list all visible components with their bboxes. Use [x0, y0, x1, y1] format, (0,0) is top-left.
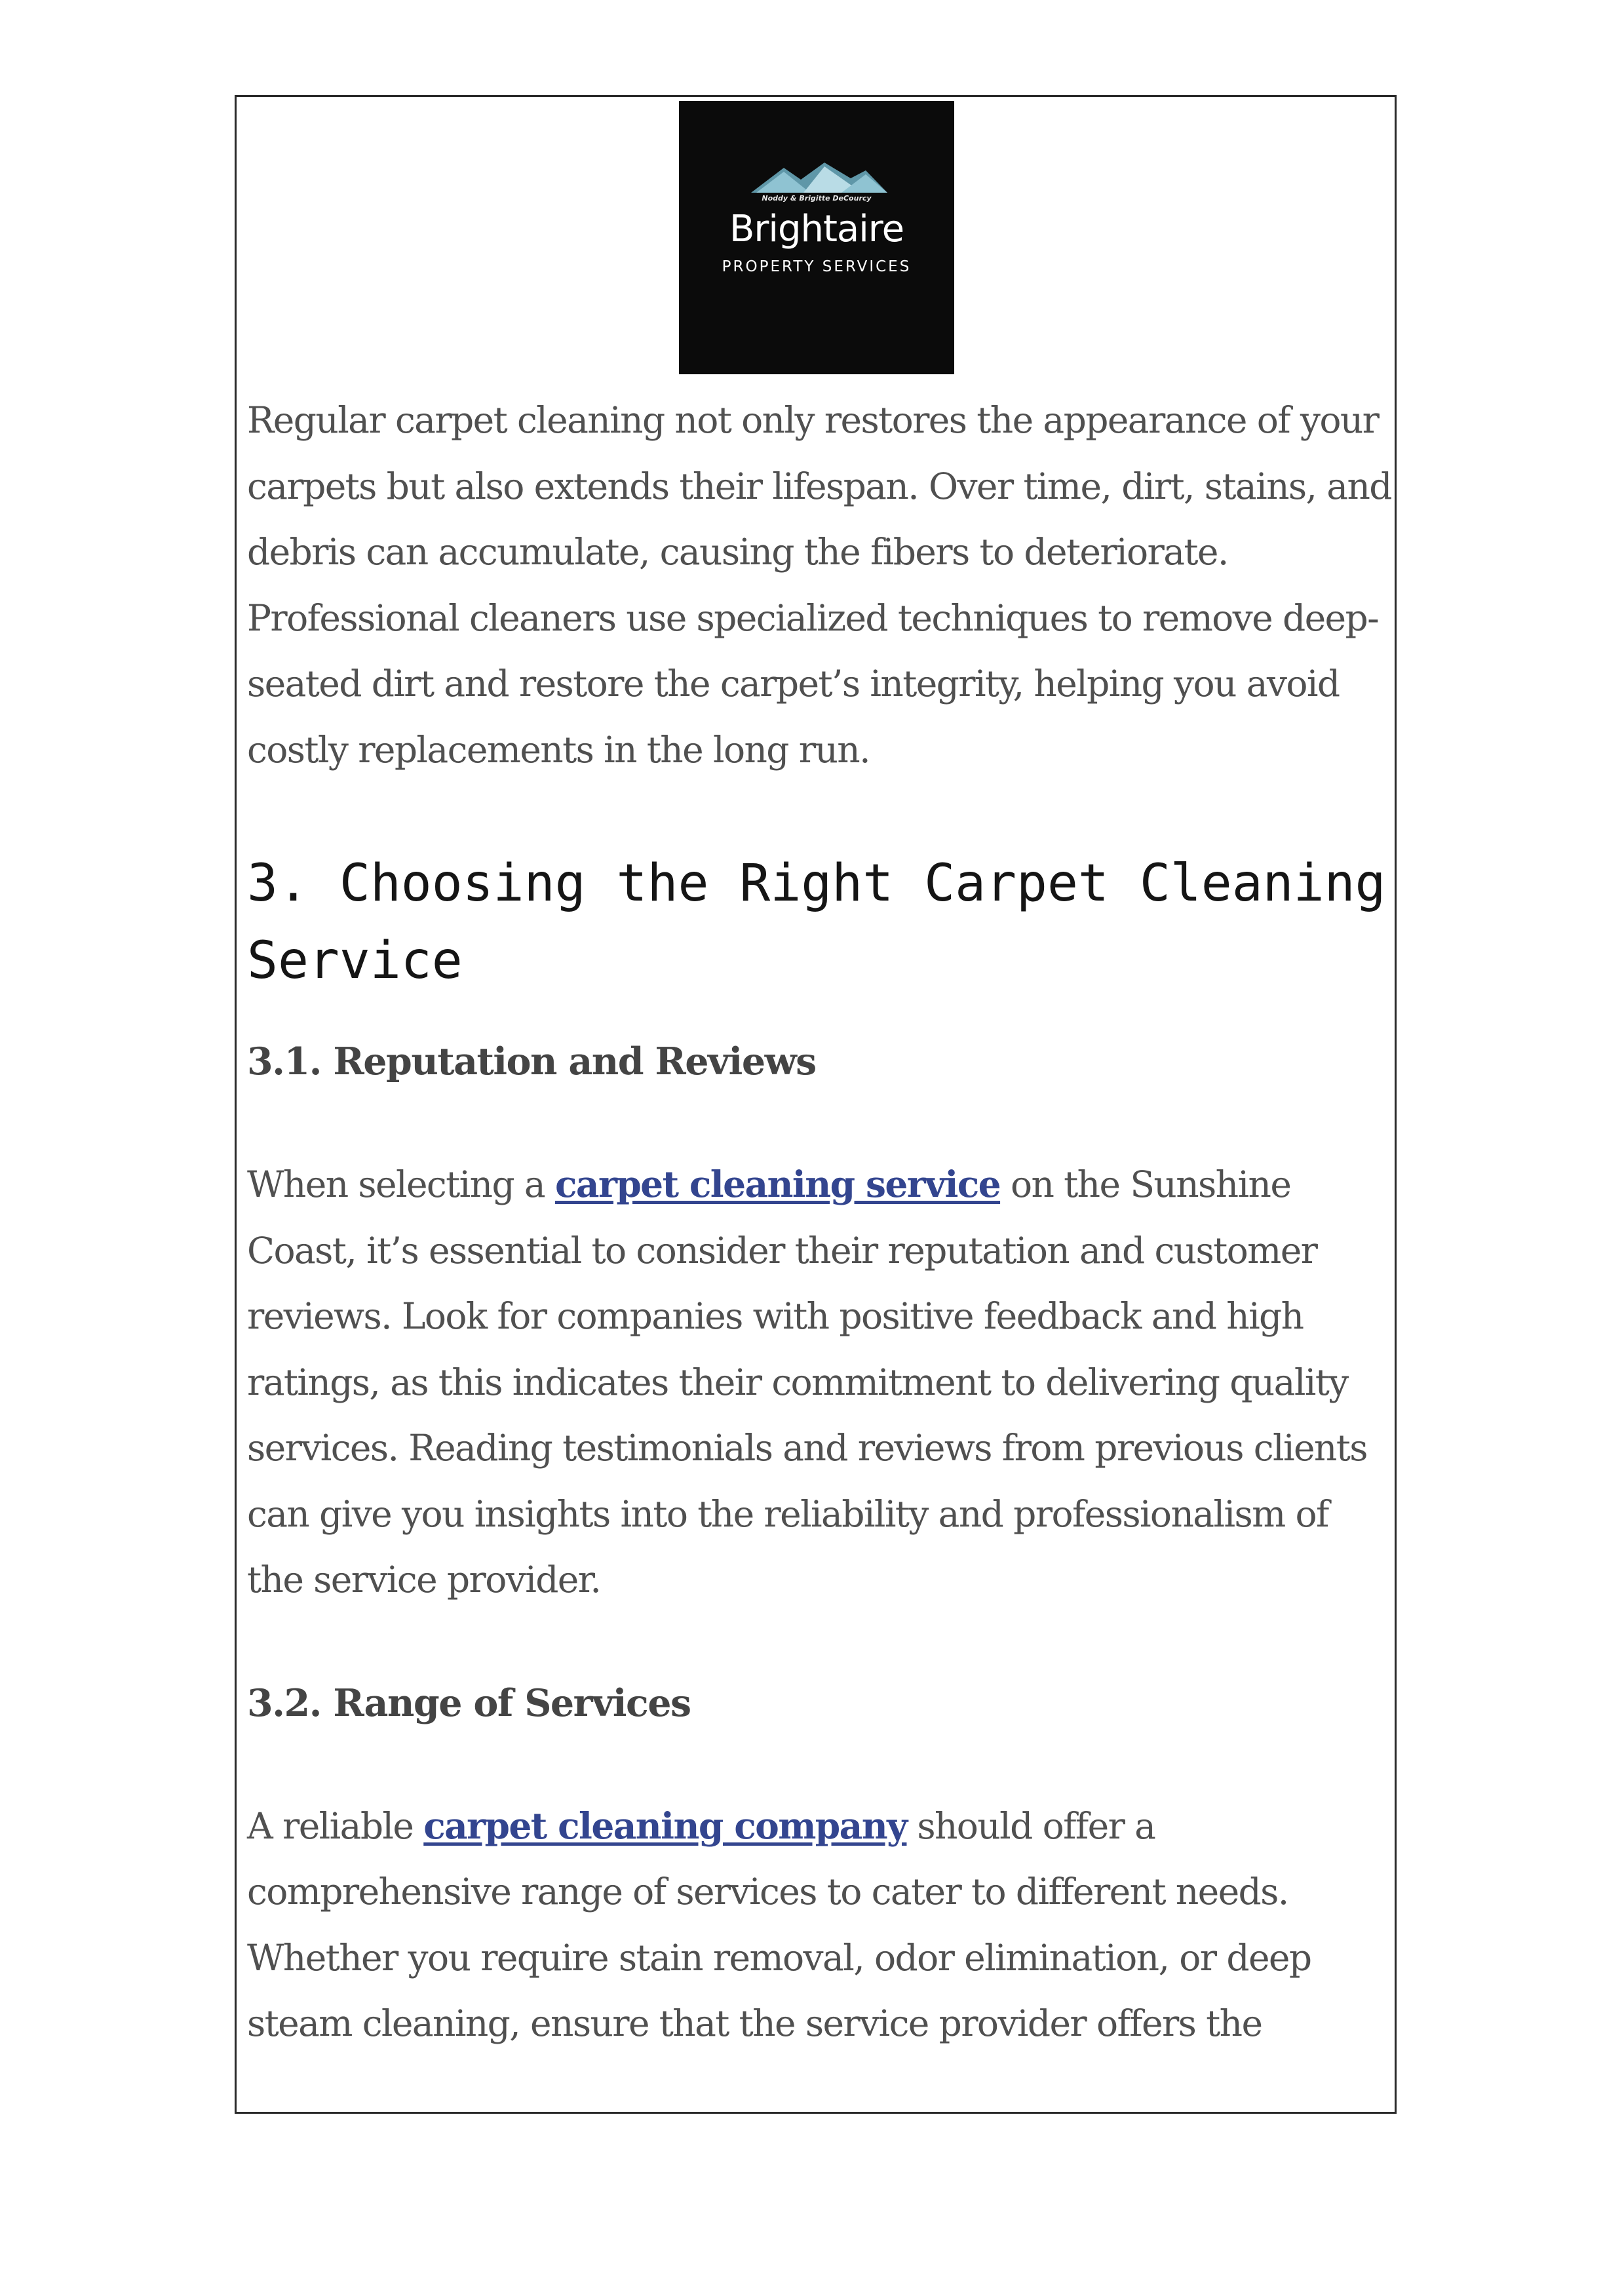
logo-tagline: Noddy & Brigitte DeCourcy	[762, 194, 872, 203]
brightaire-logo	[679, 101, 954, 374]
logo-name: Brightaire	[729, 208, 904, 250]
range-paragraph	[247, 1793, 1394, 2057]
paragraph-text: When selecting a	[247, 1163, 556, 1205]
reputation-paragraph	[247, 1152, 1394, 1613]
logo-subtitle: PROPERTY SERVICES	[722, 258, 912, 275]
carpet-cleaning-service-link[interactable]: carpet cleaning service	[555, 1163, 1001, 1205]
intro-paragraph: Regular carpet cleaning not only restores the appearance of your carpets but also extends their lifespan. Over time, dirt, stains, and debris can accumulate, causing the fibers to deteriorate. Professional cleaners use specialized techniques to remove deep-seated dirt and restore the carpet’s integrity, helping you avoid costly replacements in the long run.	[247, 399, 1391, 771]
paragraph-text: A reliable	[247, 1804, 424, 1847]
page-frame	[235, 95, 1397, 2114]
subsection-heading-range: 3.2. Range of Services	[247, 1681, 691, 1725]
subsection-heading-reputation: 3.1. Reputation and Reviews	[247, 1040, 816, 1083]
carpet-cleaning-company-link[interactable]: carpet cleaning company	[423, 1804, 907, 1847]
paragraph-text: on the Sunshine Coast, it’s essential to consider their reputation and customer reviews. Look for companies with positive feedback and high ratings, as this indicates their commitment to delivering quality services. Reading testimonials and reviews from previous clients can give you insights into the reliability and professionalism of the service provider.	[247, 1163, 1367, 1601]
article-content	[247, 387, 1394, 2057]
section-heading: 3. Choosing the Right Carpet Cleaning Service	[247, 854, 1386, 990]
paragraph-text: should offer a comprehensive range of services to cater to different needs. Whether you require stain removal, odor elimination, or deep steam cleaning, ensure that the service provider offers the	[247, 1804, 1311, 2044]
